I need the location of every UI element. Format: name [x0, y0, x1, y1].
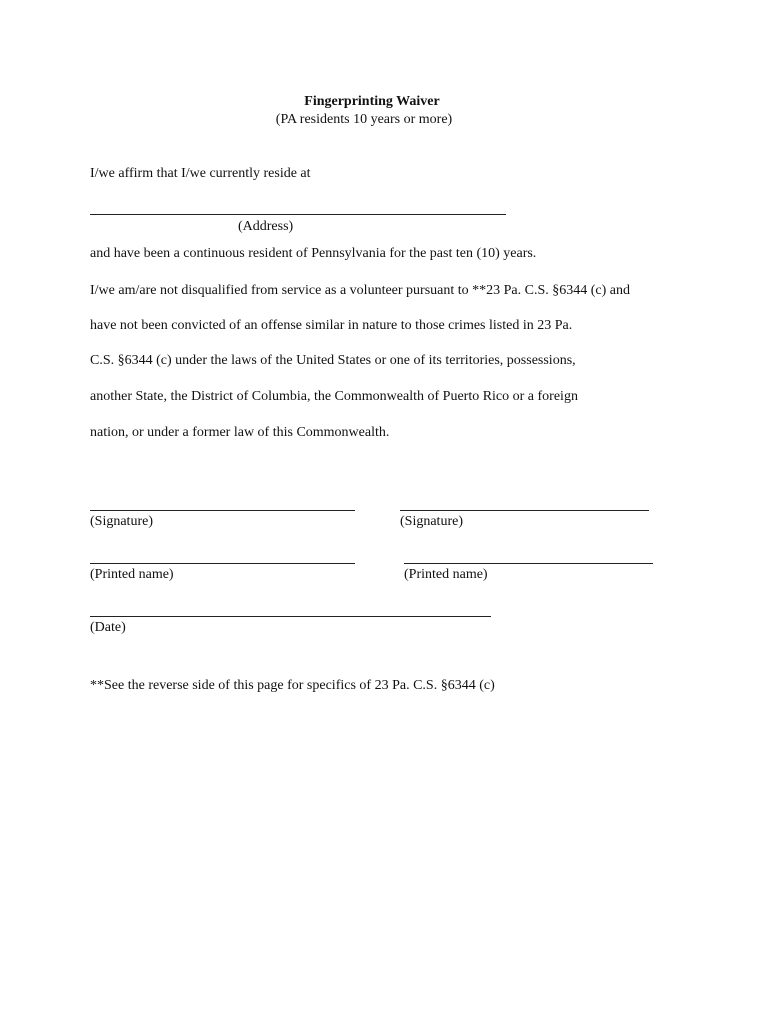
- date-line[interactable]: [90, 616, 491, 617]
- signature-label-2: (Signature): [400, 514, 463, 529]
- printed-name-label-2: (Printed name): [404, 567, 488, 582]
- printed-name-line-2[interactable]: [404, 563, 653, 564]
- paragraph-line-4: another State, the District of Columbia, the Commonwealth of Puerto Rico or a foreign: [90, 389, 578, 404]
- signature-label-1: (Signature): [90, 514, 153, 529]
- date-label: (Date): [90, 620, 126, 635]
- printed-name-label-1: (Printed name): [90, 567, 174, 582]
- document-title: Fingerprinting Waiver: [304, 94, 440, 109]
- paragraph-line-2: have not been convicted of an offense similar in nature to those crimes listed in 23 Pa.: [90, 318, 573, 333]
- paragraph-line-1: I/we am/are not disqualified from service as a volunteer pursuant to **23 Pa. C.S. §6344 (c) and: [90, 283, 631, 298]
- document-subtitle: (PA residents 10 years or more): [275, 112, 453, 127]
- printed-name-line-1[interactable]: [90, 563, 355, 564]
- signature-line-1[interactable]: [90, 510, 355, 511]
- paragraph-line-3: C.S. §6344 (c) under the laws of the United States or one of its territories, possessions,: [90, 353, 576, 368]
- address-line[interactable]: [90, 214, 506, 215]
- affirm-statement: I/we affirm that I/we currently reside at: [90, 166, 311, 181]
- signature-line-2[interactable]: [400, 510, 649, 511]
- address-label: (Address): [238, 219, 294, 234]
- footnote: **See the reverse side of this page for specifics of 23 Pa. C.S. §6344 (c): [90, 678, 495, 693]
- resident-statement: and have been a continuous resident of Pennsylvania for the past ten (10) years.: [90, 246, 537, 261]
- paragraph-line-5: nation, or under a former law of this Commonwealth.: [90, 425, 390, 440]
